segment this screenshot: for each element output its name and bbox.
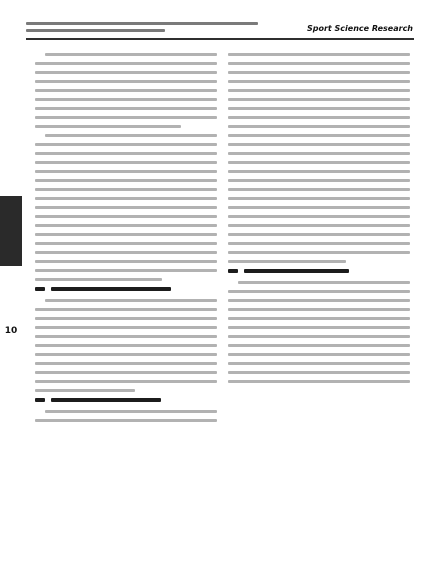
subsection-heading	[228, 269, 410, 273]
paragraph-block	[228, 53, 410, 263]
right-column	[228, 53, 410, 389]
paragraph-block	[35, 410, 217, 422]
running-header-text	[26, 22, 258, 32]
left-column	[35, 53, 217, 428]
paragraph-block	[35, 299, 217, 392]
journal-title: Sport Science Research	[306, 24, 413, 33]
paragraph-block	[35, 134, 217, 281]
paragraph-block	[228, 281, 410, 383]
page-number: 10	[4, 326, 18, 336]
header-divider	[26, 38, 414, 40]
subsection-heading	[35, 398, 217, 402]
paragraph-block	[35, 53, 217, 128]
section-side-tab	[0, 196, 22, 266]
section-heading	[35, 287, 217, 291]
